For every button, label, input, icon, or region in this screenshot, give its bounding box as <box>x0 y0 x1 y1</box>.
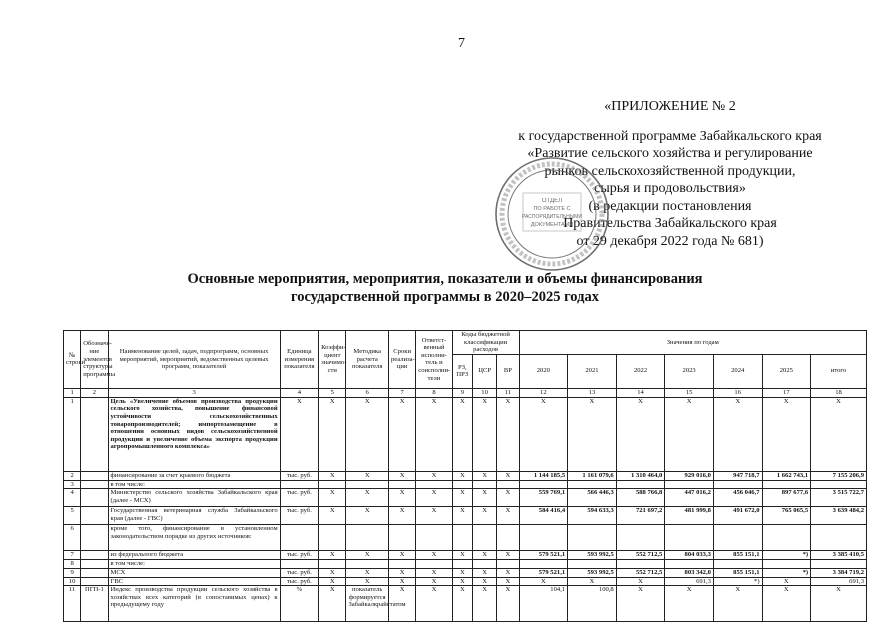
row-code: ПГП-1 <box>81 586 108 622</box>
row-total-value: 3 385 410,5 <box>811 551 867 560</box>
row-terms: Х <box>388 507 415 525</box>
row-responsible <box>416 525 452 551</box>
row-year-value <box>568 480 617 489</box>
table-row <box>64 489 867 507</box>
row-year-value: 855 151,1 <box>713 568 762 577</box>
header-vr: ВР <box>497 354 519 388</box>
row-vr: Х <box>497 577 519 586</box>
row-year-value: 481 999,8 <box>665 507 714 525</box>
column-number: 5 <box>319 388 346 397</box>
column-number: 11 <box>497 388 519 397</box>
row-total-value: Х <box>811 586 867 622</box>
row-year-value: Х <box>762 586 811 622</box>
row-total-value <box>811 525 867 551</box>
row-rz: Х <box>452 568 472 577</box>
row-code <box>81 525 108 551</box>
appendix-line: «Развитие сельского хозяйства и регулирование <box>527 146 813 161</box>
column-numbers-row <box>64 388 867 397</box>
row-terms: Х <box>388 568 415 577</box>
row-rz <box>452 480 472 489</box>
row-number: 5 <box>64 507 81 525</box>
row-responsible: Х <box>416 577 452 586</box>
row-vr <box>497 480 519 489</box>
row-total-value <box>811 480 867 489</box>
row-number: 9 <box>64 568 81 577</box>
row-year-value: 947 718,7 <box>713 471 762 480</box>
row-year-value: 897 677,6 <box>762 489 811 507</box>
row-csr: Х <box>472 489 496 507</box>
row-year-value: 721 697,2 <box>616 507 665 525</box>
row-responsible: Х <box>416 489 452 507</box>
row-code <box>81 568 108 577</box>
row-unit <box>280 560 318 569</box>
header-row-number: № строки <box>64 331 81 389</box>
row-year-value: 765 065,5 <box>762 507 811 525</box>
row-vr <box>497 525 519 551</box>
row-responsible <box>416 480 452 489</box>
table-row <box>64 551 867 560</box>
row-unit <box>280 525 318 551</box>
row-code <box>81 480 108 489</box>
row-vr: Х <box>497 471 519 480</box>
row-code <box>81 560 108 569</box>
row-csr <box>472 560 496 569</box>
row-csr <box>472 525 496 551</box>
row-year-value <box>665 480 714 489</box>
row-year-value: 559 769,1 <box>519 489 568 507</box>
row-rz: Х <box>452 586 472 622</box>
table-row <box>64 480 867 489</box>
table-row <box>64 507 867 525</box>
row-unit: тыс. руб. <box>280 489 318 507</box>
row-csr: Х <box>472 471 496 480</box>
row-unit: тыс. руб. <box>280 471 318 480</box>
row-responsible: Х <box>416 568 452 577</box>
header-terms: Сроки реализа-ции <box>388 331 415 389</box>
row-year-value: 447 016,2 <box>665 489 714 507</box>
row-year-value <box>762 525 811 551</box>
row-unit <box>280 480 318 489</box>
row-year-value: Х <box>568 577 617 586</box>
row-method: Х <box>346 568 389 577</box>
row-year-value: Х <box>568 397 617 471</box>
row-coefficient: Х <box>319 551 346 560</box>
row-coefficient: Х <box>319 507 346 525</box>
row-year-value: 855 151,1 <box>713 551 762 560</box>
row-year-value <box>519 560 568 569</box>
row-responsible: Х <box>416 551 452 560</box>
row-method: Х <box>346 397 389 471</box>
row-coefficient: Х <box>319 568 346 577</box>
row-csr: Х <box>472 507 496 525</box>
header-year: 2021 <box>568 354 617 388</box>
header-year: 2022 <box>616 354 665 388</box>
row-name: Министерство сельского хозяйства Забайкальского края (далее - МСХ) <box>108 489 280 507</box>
official-stamp <box>493 155 611 273</box>
row-year-value <box>519 525 568 551</box>
row-vr: Х <box>497 489 519 507</box>
row-vr <box>497 560 519 569</box>
row-terms: Х <box>388 551 415 560</box>
column-number: 13 <box>568 388 617 397</box>
row-year-value: 929 016,0 <box>665 471 714 480</box>
appendix-line: сырья и продовольствия» <box>594 181 746 196</box>
document-title-line: Основные мероприятия, мероприятия, показатели и объемы финансирования <box>187 271 703 287</box>
row-number: 8 <box>64 560 81 569</box>
row-csr <box>472 480 496 489</box>
column-number: 12 <box>519 388 568 397</box>
row-year-value <box>713 560 762 569</box>
row-year-value: 100,8 <box>568 586 617 622</box>
row-coefficient <box>319 480 346 489</box>
row-number: 10 <box>64 577 81 586</box>
row-total-value <box>811 560 867 569</box>
row-year-value: 491 672,0 <box>713 507 762 525</box>
row-year-value: 804 033,3 <box>665 551 714 560</box>
column-number: 18 <box>811 388 867 397</box>
row-year-value <box>713 480 762 489</box>
row-csr: Х <box>472 568 496 577</box>
row-year-value <box>568 525 617 551</box>
document-title <box>150 270 740 306</box>
row-csr: Х <box>472 577 496 586</box>
svg-text:ОТДЕЛ: ОТДЕЛ <box>541 198 563 204</box>
row-year-value <box>762 480 811 489</box>
row-terms <box>388 525 415 551</box>
column-number: 3 <box>108 388 280 397</box>
row-year-value: Х <box>616 577 665 586</box>
row-total-value: 3 384 719,2 <box>811 568 867 577</box>
header-total: итого <box>811 354 867 388</box>
row-rz: Х <box>452 551 472 560</box>
row-year-value <box>665 525 714 551</box>
row-number: 1 <box>64 397 81 471</box>
appendix-line: Правительства Забайкальского края <box>563 216 777 231</box>
header-method: Методика расчета показателя <box>346 331 389 389</box>
row-year-value: 579 521,1 <box>519 568 568 577</box>
row-unit: тыс. руб. <box>280 551 318 560</box>
row-year-value: 566 446,3 <box>568 489 617 507</box>
row-coefficient: Х <box>319 397 346 471</box>
row-vr: Х <box>497 397 519 471</box>
row-total-value: Х <box>811 397 867 471</box>
row-coefficient: Х <box>319 577 346 586</box>
row-responsible: Х <box>416 397 452 471</box>
row-coefficient <box>319 525 346 551</box>
row-year-value: *) <box>713 577 762 586</box>
program-table <box>63 330 867 622</box>
table-row <box>64 586 867 622</box>
row-rz: Х <box>452 471 472 480</box>
row-responsible <box>416 560 452 569</box>
page-number: 7 <box>458 36 465 51</box>
row-unit: тыс. руб. <box>280 568 318 577</box>
row-year-value: Х <box>616 397 665 471</box>
row-terms: Х <box>388 586 415 622</box>
row-year-value: 552 712,5 <box>616 551 665 560</box>
row-year-value <box>519 480 568 489</box>
row-responsible: Х <box>416 507 452 525</box>
table-body <box>64 397 867 621</box>
row-year-value <box>713 525 762 551</box>
row-terms: Х <box>388 397 415 471</box>
row-rz <box>452 525 472 551</box>
row-year-value: 594 633,3 <box>568 507 617 525</box>
row-terms <box>388 480 415 489</box>
row-year-value <box>762 560 811 569</box>
row-vr: Х <box>497 551 519 560</box>
header-year: 2025 <box>762 354 811 388</box>
row-code <box>81 507 108 525</box>
row-year-value: 1 310 464,0 <box>616 471 665 480</box>
column-number: 6 <box>346 388 389 397</box>
row-year-value: Х <box>713 397 762 471</box>
row-terms: Х <box>388 471 415 480</box>
column-number: 4 <box>280 388 318 397</box>
row-year-value: *) <box>762 551 811 560</box>
row-unit: тыс. руб. <box>280 507 318 525</box>
row-year-value: 1 161 079,6 <box>568 471 617 480</box>
table-row <box>64 577 867 586</box>
header-budget-codes: Коды бюджетной классификации расходов <box>452 331 519 355</box>
svg-text:РАСПОРЯДИТЕЛЬНЫМИ: РАСПОРЯДИТЕЛЬНЫМИ <box>522 214 582 220</box>
column-number: 8 <box>416 388 452 397</box>
row-responsible: Х <box>416 586 452 622</box>
column-number: 16 <box>713 388 762 397</box>
row-method: Х <box>346 489 389 507</box>
table-row <box>64 568 867 577</box>
row-code <box>81 397 108 471</box>
row-total-value: 7 155 206,9 <box>811 471 867 480</box>
column-number: 1 <box>64 388 81 397</box>
row-unit: тыс. руб. <box>280 577 318 586</box>
row-unit: Х <box>280 397 318 471</box>
header-values-by-year: Значения по годам <box>519 331 866 355</box>
row-year-value: Х <box>616 586 665 622</box>
column-number: 7 <box>388 388 415 397</box>
row-year-value <box>616 560 665 569</box>
appendix-line: к государственной программе Забайкальского края <box>518 128 822 144</box>
header-responsible: Ответст-венный исполни-тель и соисполни-тели <box>416 331 452 389</box>
table-row <box>64 397 867 471</box>
row-year-value: *) <box>762 568 811 577</box>
appendix-line: (в редакции постановления <box>588 198 752 214</box>
document-title-line: государственной программы в 2020–2025 годах <box>291 289 599 305</box>
row-year-value: Х <box>713 586 762 622</box>
row-method <box>346 525 389 551</box>
row-year-value: Х <box>519 577 568 586</box>
row-name: Государственная ветеринарная служба Забайкальского края (далее - ГВС) <box>108 507 280 525</box>
row-year-value: 456 046,7 <box>713 489 762 507</box>
row-name: в том числе: <box>108 560 280 569</box>
row-name: ГВС <box>108 577 280 586</box>
row-csr: Х <box>472 551 496 560</box>
svg-text:ПО РАБОТЕ С: ПО РАБОТЕ С <box>533 206 571 212</box>
row-number: 6 <box>64 525 81 551</box>
row-year-value: 1 662 743,1 <box>762 471 811 480</box>
column-number: 10 <box>472 388 496 397</box>
column-number: 17 <box>762 388 811 397</box>
row-number: 4 <box>64 489 81 507</box>
row-code <box>81 577 108 586</box>
table-row <box>64 525 867 551</box>
row-name: из федерального бюджета <box>108 551 280 560</box>
row-method: Х <box>346 507 389 525</box>
row-number: 7 <box>64 551 81 560</box>
row-code <box>81 489 108 507</box>
row-rz: Х <box>452 577 472 586</box>
row-number: 11 <box>64 586 81 622</box>
row-year-value: Х <box>665 586 714 622</box>
column-number: 14 <box>616 388 665 397</box>
header-name: Наименование целей, задач, подпрограмм, основных мероприятий, мероприятий, ведомственных целевых программ, показателей <box>108 331 280 389</box>
column-number: 15 <box>665 388 714 397</box>
header-code: Обозначе-ние элементов структуры программы <box>81 331 108 389</box>
row-year-value <box>568 560 617 569</box>
header-year: 2023 <box>665 354 714 388</box>
row-coefficient <box>319 560 346 569</box>
row-rz: Х <box>452 489 472 507</box>
header-year: 2020 <box>519 354 568 388</box>
row-csr: Х <box>472 586 496 622</box>
row-method <box>346 560 389 569</box>
header-rz: РЗ, ПРЗ <box>452 354 472 388</box>
row-name: Индекс производства продукции сельского хозяйства в хозяйствах всех категорий (в сопоставимых ценах) к предыдущему году <box>108 586 280 622</box>
row-year-value: 593 992,5 <box>568 568 617 577</box>
row-total-value: 3 515 722,7 <box>811 489 867 507</box>
appendix-line: рынков сельскохозяйственной продукции, <box>544 163 796 179</box>
row-coefficient: Х <box>319 471 346 480</box>
row-total-value: 691,3 <box>811 577 867 586</box>
row-year-value <box>616 480 665 489</box>
column-number: 9 <box>452 388 472 397</box>
row-year-value: 691,3 <box>665 577 714 586</box>
header-coefficient: Коэффи-циент значимо-сти <box>319 331 346 389</box>
row-year-value: 552 712,5 <box>616 568 665 577</box>
row-vr: Х <box>497 586 519 622</box>
header-csr: ЦСР <box>472 354 496 388</box>
row-year-value: 588 766,8 <box>616 489 665 507</box>
row-coefficient: Х <box>319 489 346 507</box>
row-year-value: 1 144 185,5 <box>519 471 568 480</box>
row-name: кроме того, финансирование в установленном законодательством порядке из других источников: <box>108 525 280 551</box>
row-rz: Х <box>452 397 472 471</box>
row-method: Х <box>346 471 389 480</box>
row-year-value: 803 342,0 <box>665 568 714 577</box>
row-responsible: Х <box>416 471 452 480</box>
row-rz: Х <box>452 507 472 525</box>
row-year-value <box>616 525 665 551</box>
appendix-title: «ПРИЛОЖЕНИЕ № 2 <box>604 99 736 114</box>
header-year: 2024 <box>713 354 762 388</box>
row-name: в том числе: <box>108 480 280 489</box>
row-rz <box>452 560 472 569</box>
row-vr: Х <box>497 568 519 577</box>
row-number: 3 <box>64 480 81 489</box>
row-name: Цель «Увеличение объемов производства продукции сельского хозяйства, повышение финансовой устойчивости сельскохозяйственных товаропроизводителей; импортозамещение в отношении основных видов сельскохозяйственной продукции и увеличение объема экспорта продукции агропромышленного комплекса» <box>108 397 280 471</box>
row-year-value: Х <box>762 397 811 471</box>
row-number: 2 <box>64 471 81 480</box>
row-method: Х <box>346 551 389 560</box>
row-year-value: Х <box>519 397 568 471</box>
row-terms <box>388 560 415 569</box>
table-row <box>64 471 867 480</box>
row-vr: Х <box>497 507 519 525</box>
row-terms: Х <box>388 489 415 507</box>
svg-text:ДОКУМЕНТАМИ: ДОКУМЕНТАМИ <box>530 222 574 228</box>
row-code <box>81 471 108 480</box>
row-name: финансирование за счет краевого бюджета <box>108 471 280 480</box>
column-number: 2 <box>81 388 108 397</box>
row-method: показатель формируется Забайкалкрайстатом <box>346 586 389 622</box>
row-year-value: 579 521,1 <box>519 551 568 560</box>
row-year-value <box>665 560 714 569</box>
row-year-value: 104,1 <box>519 586 568 622</box>
row-year-value: 584 416,4 <box>519 507 568 525</box>
row-coefficient: Х <box>319 586 346 622</box>
row-total-value: 3 639 484,2 <box>811 507 867 525</box>
row-method <box>346 480 389 489</box>
row-year-value: Х <box>762 577 811 586</box>
row-csr: Х <box>472 397 496 471</box>
row-unit: % <box>280 586 318 622</box>
appendix-line: от 29 декабря 2022 года № 681) <box>576 233 764 249</box>
row-code <box>81 551 108 560</box>
row-year-value: 593 992,5 <box>568 551 617 560</box>
row-year-value: Х <box>665 397 714 471</box>
row-terms: Х <box>388 577 415 586</box>
row-name: МСХ <box>108 568 280 577</box>
header-unit: Единица измерения показателя <box>280 331 318 389</box>
table-row <box>64 560 867 569</box>
row-method: Х <box>346 577 389 586</box>
